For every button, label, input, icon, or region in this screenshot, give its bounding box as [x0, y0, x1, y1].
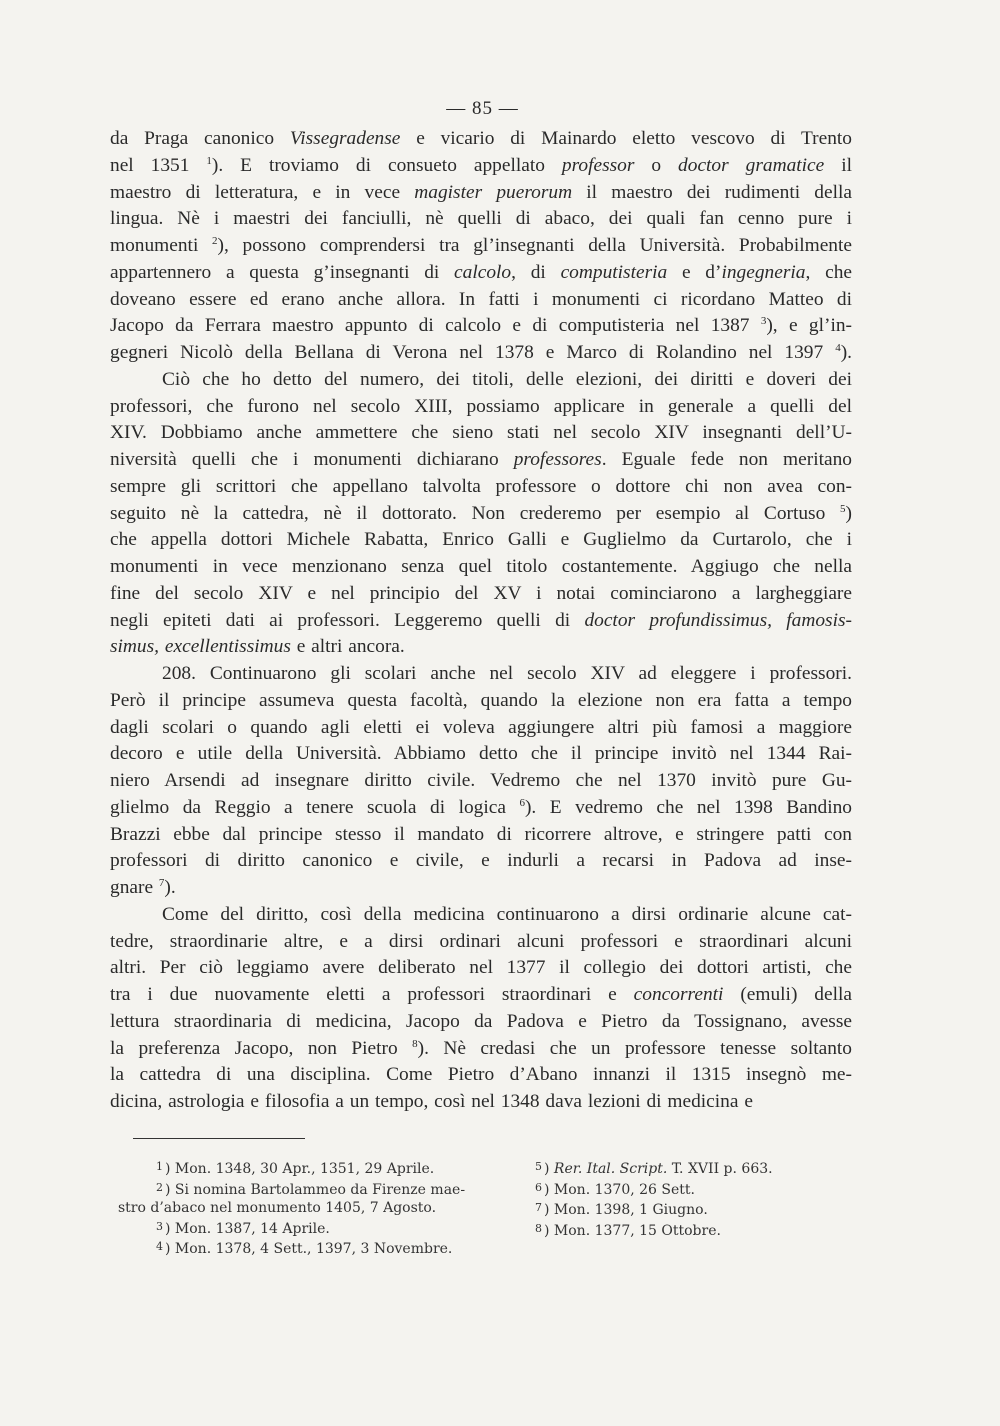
text-run: appartennero a questa g’insegnanti di [110, 261, 455, 283]
text-run: decoro e utile della Università. Abbiamo detto che il principe invitò nel 1344 Rai- [110, 743, 852, 765]
footnotes-right [535, 1158, 855, 1240]
footnote-line [535, 1199, 855, 1220]
italic-text: ingegneria [721, 261, 806, 283]
italic-text: computisteria [560, 261, 668, 283]
text-run: professori, che furono nel secolo XIII, possiamo applicare in generale a quelli del [110, 395, 852, 417]
text-run: la preferenza Jacopo, non Pietro [110, 1037, 413, 1059]
text-run: lingua. Nè i maestri dei fanciulli, nè quelli di abaco, dei quali fan cenno pure i [110, 208, 852, 230]
text-run: sempre gli scrittori che appellano talvolta professore o dottore chi non avea con- [110, 475, 852, 497]
footnote-number: 2 [156, 1180, 163, 1194]
text-line [110, 340, 852, 367]
text-run: ). E troviamo di consueto appellato [211, 154, 562, 176]
text-run: ) [544, 1161, 554, 1177]
footnote-number: 4 [156, 1240, 163, 1253]
footnote-number: 6 [535, 1180, 542, 1194]
text-line [110, 929, 852, 956]
text-run: da Praga canonico [110, 128, 290, 149]
footnote-ref: 7 [158, 877, 165, 889]
footnote-ref: 5 [840, 502, 846, 515]
text-line [110, 501, 852, 528]
footnote-number: 3 [156, 1219, 163, 1233]
body-text [110, 126, 852, 1116]
italic-text: calcolo [454, 261, 512, 283]
footnote-line [118, 1158, 458, 1179]
footnote-line [535, 1220, 855, 1241]
footnote-ref: 6 [519, 796, 525, 809]
text-line [110, 554, 852, 581]
text-run: il maestro dei rudimenti della [572, 181, 852, 203]
text-run: dicina, astrologia e filosofia a un tempo, così nel 1348 dava lezioni di medicina e [110, 1091, 753, 1112]
italic-text: Rer. Ital. Script. [553, 1161, 668, 1177]
text-run: ) Mon. 1387, 14 Aprile. [165, 1220, 330, 1237]
text-run: 208. Continuarono gli scolari anche nel secolo XIV ad eleggere i professori. [162, 663, 852, 684]
italic-text: professor [561, 154, 635, 176]
text-run: . Eguale fede non meritano [601, 449, 852, 470]
text-line [110, 394, 852, 421]
text-run: professori di diritto canonico e civile, e indurli a recarsi in Padova ad inse- [110, 850, 852, 872]
footnote-line [535, 1179, 855, 1200]
text-line [110, 367, 852, 394]
text-line [110, 875, 852, 902]
text-line [110, 180, 852, 207]
text-run: T. XVII p. 663. [667, 1161, 773, 1177]
text-run: glielmo da Reggio a tenere scuola di logica [110, 796, 520, 818]
footnotes-left [118, 1158, 466, 1259]
text-run: e vicario di Mainardo eletto vescovo di Trento [400, 128, 853, 149]
text-run: negli epiteti dati ai professori. Leggeremo quelli di [110, 609, 585, 631]
text-run: ) Si nomina Bartolammeo da Firenze mae- [165, 1181, 466, 1198]
text-run: ). E vedremo che nel 1398 Bandino [524, 796, 852, 818]
text-run: o [634, 154, 679, 176]
text-run: ) [845, 502, 852, 524]
text-run: dagli scolari o quando agli eletti ei voleva aggiungere altri più famosi a maggiore [110, 716, 852, 738]
text-run: Jacopo da Ferrara maestro appunto di calcolo e di computisteria nel 1387 [110, 315, 761, 337]
text-line [110, 287, 852, 314]
text-run: ) Mon. 1377, 15 Ottobre. [544, 1222, 721, 1239]
footnote-line [118, 1238, 458, 1259]
italic-text: concorrenti [633, 984, 724, 1005]
text-run: , che [805, 261, 852, 283]
text-run: ). Nè credasi che un professore tenesse soltanto [417, 1037, 852, 1059]
italic-text: magister puerorum [414, 181, 573, 203]
text-run: monumenti in vece menzionano senza quel titolo costantemente. Aggiugo che nella [110, 556, 852, 577]
text-run: XIV. Dobbiamo anche ammettere che sieno stati nel secolo XIV insegnanti dell’U- [110, 422, 852, 444]
footnote-ref: 4 [835, 342, 841, 354]
text-run: ). [840, 342, 852, 363]
text-run: maestro di letteratura, e in vece [110, 181, 415, 203]
text-line [110, 206, 852, 233]
text-line [110, 795, 852, 822]
text-line [110, 153, 852, 180]
text-run: ) Mon. 1378, 4 Sett., 1397, 3 Novembre. [165, 1241, 453, 1257]
text-run: fine del secolo XIV e nel principio del XV i notai cominciarono a largheggiare [110, 582, 852, 604]
text-run: Ciò che ho detto del numero, dei titoli, delle elezioni, dei diritti e doveri dei [162, 368, 852, 390]
text-line [110, 1062, 852, 1089]
text-run: (emuli) della [723, 984, 852, 1005]
text-run: e d’ [667, 261, 722, 283]
footnote-ref: 3 [760, 315, 767, 328]
text-line [110, 420, 852, 447]
text-run: ). [164, 877, 176, 898]
text-line [110, 634, 852, 661]
text-run: ), e gl’in- [766, 315, 852, 337]
footnote-line [118, 1218, 458, 1239]
text-run: il [824, 154, 852, 176]
text-run: ) Mon. 1348, 30 Apr., 1351, 29 Aprile. [165, 1161, 435, 1177]
text-line [110, 474, 852, 501]
italic-text: professores [513, 449, 602, 470]
text-run: , di [511, 261, 561, 283]
text-run: niversità quelli che i monumenti dichiarano [110, 449, 514, 470]
text-run: lettura straordinaria di medicina, Jacopo da Padova e Pietro da Tossignano, avesse [110, 1010, 852, 1032]
text-run: seguito nè la cattedra, nè il dottorato. Non crederemo per esempio al Cortuso [110, 502, 841, 524]
text-line [110, 126, 852, 153]
text-run: niero Arsendi ad insegnare diritto civile. Vedremo che nel 1370 invitò pure Gu- [110, 770, 852, 791]
footnote-ref: 1 [206, 154, 212, 167]
text-run: gnare [110, 877, 159, 898]
text-line [110, 715, 852, 742]
text-run: stro d’abaco nel monumento 1405, 7 Agosto. [118, 1200, 437, 1216]
text-line [110, 661, 852, 688]
italic-text: simus, excellentissimus [110, 636, 291, 658]
italic-text: doctor profundissimus, famosis- [584, 609, 852, 631]
text-line [110, 1089, 852, 1116]
text-run: Come del diritto, così della medicina continuarono a dirsi ordinarie alcune cat- [162, 903, 852, 925]
text-line [110, 848, 852, 875]
footnote-rule [133, 1138, 305, 1139]
text-run: tra i due nuovamente eletti a professori straordinari e [110, 984, 634, 1005]
text-line [110, 581, 852, 608]
text-line [110, 768, 852, 795]
text-line [110, 608, 852, 635]
text-line [110, 955, 852, 982]
text-line [110, 260, 852, 287]
footnote-ref: 2 [212, 235, 218, 247]
text-run: gegneri Nicolò della Bellana di Verona nel 1378 e Marco di Rolandino nel 1397 [110, 342, 836, 363]
text-line [110, 1009, 852, 1036]
footnote-number: 5 [535, 1160, 542, 1173]
text-run: ) Mon. 1398, 1 Giugno. [544, 1202, 708, 1218]
text-run: la cattedra di una disciplina. Come Pietro d’Abano innanzi il 1315 insegnò me- [110, 1064, 852, 1086]
italic-text: Vissegradense [289, 128, 401, 149]
page-number: — 85 — [446, 98, 519, 119]
text-run: Però il principe assumeva questa facoltà, quando la elezione non era fatta a tempo [110, 689, 852, 711]
text-run: ), possono comprendersi tra gl’insegnanti della Università. Probabilmente [217, 235, 852, 256]
footnote-ref: 8 [412, 1037, 418, 1050]
text-run: doveano essere ed erano anche allora. In fatti i monumenti ci ricordano Matteo di [110, 288, 852, 310]
text-line [110, 902, 852, 929]
text-line [110, 447, 852, 474]
text-run: altri. Per ciò leggiamo avere deliberato nel 1377 il collegio dei dottori artisti, che [110, 957, 852, 979]
text-run: tedre, straordinarie altre, e a dirsi ordinari alcuni professori e straordinari alcuni [110, 930, 852, 952]
footnote-line [535, 1158, 855, 1179]
text-line [110, 982, 852, 1009]
text-line [110, 1036, 852, 1063]
text-run: ) Mon. 1370, 26 Sett. [544, 1181, 695, 1198]
footnote-number: 8 [535, 1221, 542, 1235]
footnote-line [118, 1179, 466, 1200]
footnote-number: 1 [156, 1160, 163, 1173]
italic-text: doctor gramatice [678, 154, 825, 176]
footnote-line [118, 1199, 458, 1218]
text-run: nel 1351 [110, 154, 207, 176]
text-line [110, 741, 852, 768]
text-run: e altri ancora. [290, 636, 405, 658]
text-run: monumenti [110, 235, 213, 256]
footnote-number: 7 [535, 1201, 542, 1214]
text-line [110, 527, 852, 554]
text-line [110, 233, 852, 260]
text-run: Brazzi ebbe dal principe stesso il mandato di ricorrere altrove, e stringere patti con [110, 823, 852, 845]
text-line [110, 313, 852, 340]
text-run: che appella dottori Michele Rabatta, Enrico Galli e Guglielmo da Curtarolo, che i [110, 529, 852, 551]
text-line [110, 822, 852, 849]
text-line [110, 688, 852, 715]
